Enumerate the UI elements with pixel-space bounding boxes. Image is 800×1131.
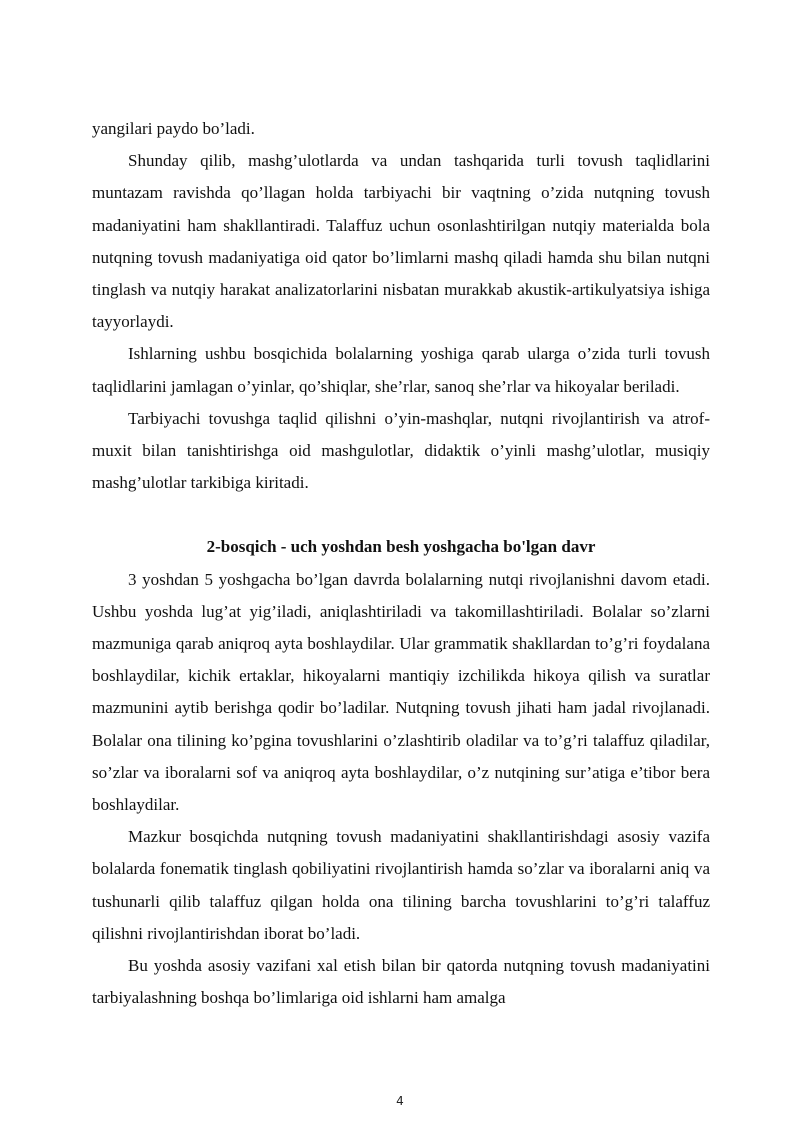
page-number: 4	[396, 1094, 404, 1108]
document-page	[92, 113, 710, 1014]
paragraph: Tarbiyachi tovushga taqlid qilishni o’yin-mashqlar, nutqni rivojlantirish va atrof-muxit bilan tanishtirishga oid mashgulotlar, didaktik o’yinli mashg’ulotlar, musiqiy mashg’ulotlar tarkibiga kiritadi.	[92, 408, 710, 493]
paragraph-continuation: yangilari paydo bo’ladi.	[92, 119, 255, 138]
paragraphs-before	[92, 113, 710, 499]
paragraph: 3 yoshdan 5 yoshgacha bo’lgan davrda bolalarning nutqi rivojlanishni davom etadi. Ushbu yoshda lug’at yig’iladi, aniqlashtiriladi va takomillashtiriladi. Bolalar so’zlarni mazmuniga qarab aniqroq ayta boshlaydilar. Ular grammatik shakllardan to’g’ri foydalana boshlaydilar, kichik ertaklar, hikoyalarni mantiqiy izchilikda hikoya qilish va suratlar mazmunini aytib berishga qodir bo’ladilar. Nutqning tovush jihati ham jadal rivojlanadi. Bolalar ona tilining ko’pgina tovushlarini o’zlashtirib oladilar va to’g’ri talaffuz qiladilar, so’zlar va iboralarni sof va aniqroq ayta boshlaydilar, o’z nutqining sur’atiga e’tibor bera boshlaydilar.	[92, 569, 710, 815]
paragraph: Ishlarning ushbu bosqichida bolalarning yoshiga qarab ularga o’zida turli tovush taqlidlarini jamlagan o’yinlar, qo’shiqlar, she’rlar, sanoq she’rlar va hikoyalar beriladi.	[92, 344, 710, 396]
paragraphs-after	[92, 564, 710, 1015]
section-heading: 2-bosqich - uch yoshdan besh yoshgacha bo'lgan davr	[206, 537, 596, 557]
paragraph-truncated: Bu yoshda asosiy vazifani xal etish bilan bir qatorda nutqning tovush madaniyatini tarbiyalashning boshqa bo’limlariga oid ishlarni ham amalga	[92, 956, 710, 1008]
paragraph: Mazkur bosqichda nutqning tovush madaniyatini shakllantirishdagi asosiy vazifa bolalarda fonematik tinglash qobiliyatini rivojlantirish hamda so’zlar va iboralarni aniq va tushunarli qilib talaffuz qilgan holda ona tilining barcha tovushlarini to’g’ri talaffuz qilishni rivojlantirishdan iborat bo’ladi.	[92, 827, 710, 943]
paragraph: Shunday qilib, mashg’ulotlarda va undan tashqarida turli tovush taqlidlarini muntazam ravishda qo’llagan holda tarbiyachi bir vaqtning o’zida nutqning tovush madaniyatini ham shakllantiradi. Talaffuz uchun osonlashtirilgan nutqiy materialda bola nutqning tovush madaniyatiga oid qator bo’limlarni mashq qiladi hamda shu bilan nutqni tinglash va nutqiy harakat analizatorlarini nisbatan murakkab akustik-artikulyatsiya ishiga tayyorlaydi.	[92, 151, 710, 332]
